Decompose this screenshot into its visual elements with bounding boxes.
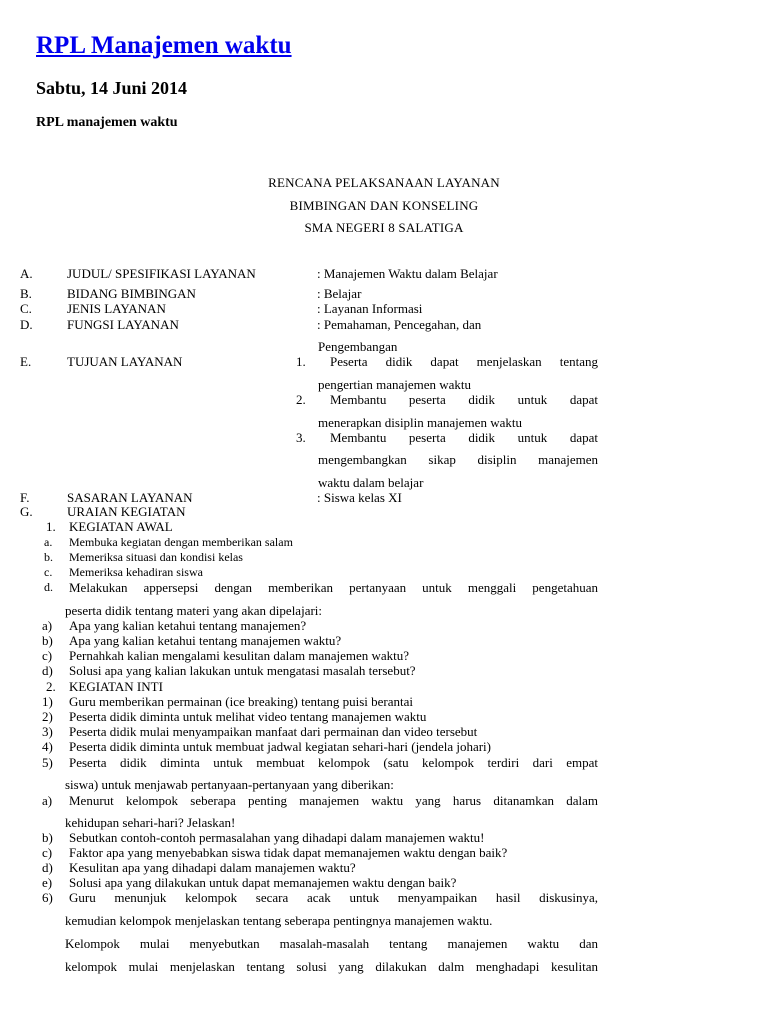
inti-item-6-text-2: kemudian kelompok menjelaskan tentang seberapa pentingnya manajemen waktu. [65,913,493,928]
awal-item-a-text: Membuka kegiatan dengan memberikan salam [69,535,293,549]
post-subtitle: RPL manajemen waktu [36,115,178,130]
page-title-link[interactable]: RPL Manajemen waktu [36,32,292,59]
field-label-tujuan: TUJUAN LAYANAN [67,354,183,369]
field-value-fungsi: : Pemahaman, Pencegahan, dan [317,317,482,332]
tujuan-item-3-line-2: mengembangkan sikap disiplin manajemen [318,452,598,467]
tujuan-item-1-num: 1. [296,354,306,369]
awal-item-b-marker: b. [44,550,53,564]
field-letter-d: D. [20,317,33,332]
field-label-jenis: JENIS LAYANAN [67,301,166,316]
inti-item-6-text: Guru menunjuk kelompok secara acak untuk menyampaikan hasil diskusinya, [69,890,598,905]
field-value-jenis: : Layanan Informasi [317,301,423,316]
awal-item-d-text-cont: peserta didik tentang materi yang akan dipelajari: [65,603,323,618]
field-label-sasaran: SASARAN LAYANAN [67,490,193,505]
inti-item-6-text-4: kelompok mulai menjelaskan tentang solusi yang dilakukan dalm menghadapi kesulitan [65,959,598,974]
kegiatan-awal-title: KEGIATAN AWAL [69,519,173,534]
inti-item-1-text: Guru memberikan permainan (ice breaking) tentang puisi berantai [69,694,414,709]
inti-item-4-marker: 4) [42,739,53,754]
tujuan-item-2-line-2: menerapkan disiplin manajemen waktu [318,415,522,430]
awal-question-b-text: Apa yang kalian ketahui tentang manajemen waktu? [69,633,342,648]
awal-question-a-text: Apa yang kalian ketahui tentang manajemen? [69,618,307,633]
awal-item-c-marker: c. [44,565,53,579]
awal-question-c-text: Pernahkah kalian mengalami kesulitan dalam manajemen waktu? [69,648,410,663]
tujuan-item-3-num: 3. [296,430,306,445]
inti-question-d-text: Kesulitan apa yang dihadapi dalam manajemen waktu? [69,860,356,875]
field-label-fungsi: FUNGSI LAYANAN [67,317,179,332]
tujuan-item-3-line-3: waktu dalam belajar [318,475,424,490]
inti-question-d-marker: d) [42,860,53,875]
field-letter-g: G. [20,504,33,519]
field-value-sasaran: : Siswa kelas XI [317,490,402,505]
tujuan-item-3-line-1: Membantu peserta didik untuk dapat [330,430,598,445]
inti-question-b-text: Sebutkan contoh-contoh permasalahan yang dihadapi dalam manajemen waktu! [69,830,485,845]
field-label-judul: JUDUL/ SPESIFIKASI LAYANAN [67,266,256,281]
field-letter-e: E. [20,354,32,369]
kegiatan-awal-num: 1. [46,519,56,534]
tujuan-item-1-line-2: pengertian manajemen waktu [318,377,472,392]
awal-question-c-marker: c) [42,648,53,663]
field-value-bidang: : Belajar [317,286,362,301]
inti-item-2-text: Peserta didik diminta untuk melihat video tentang manajemen waktu [69,709,427,724]
inti-item-1-marker: 1) [42,694,53,709]
field-letter-a: A. [20,266,33,281]
field-letter-c: C. [20,301,32,316]
awal-item-d-text: Melakukan appersepsi dengan memberikan pertanyaan untuk menggali pengetahuan [69,580,598,595]
post-date: Sabtu, 14 Juni 2014 [36,78,188,98]
field-label-bidang: BIDANG BIMBINGAN [67,286,196,301]
field-letter-b: B. [20,286,32,301]
heading-line-3: SMA NEGERI 8 SALATIGA [304,220,464,235]
awal-item-a-marker: a. [44,535,53,549]
inti-item-3-marker: 3) [42,724,53,739]
heading-line-1: RENCANA PELAKSANAAN LAYANAN [268,175,500,190]
inti-item-2-marker: 2) [42,709,53,724]
kegiatan-inti-num: 2. [46,679,56,694]
inti-item-5-text: Peserta didik diminta untuk membuat kelompok (satu kelompok terdiri dari empat [69,755,598,770]
tujuan-item-2-num: 2. [296,392,306,407]
inti-question-b-marker: b) [42,830,53,845]
inti-item-6-marker: 6) [42,890,53,905]
field-value-fungsi-cont: Pengembangan [318,339,398,354]
kegiatan-inti-title: KEGIATAN INTI [69,679,163,694]
inti-question-a-text-cont: kehidupan sehari-hari? Jelaskan! [65,815,236,830]
tujuan-item-2-line-1: Membantu peserta didik untuk dapat [330,392,598,407]
heading-line-2: BIMBINGAN DAN KONSELING [289,198,479,213]
awal-item-c-text: Memeriksa kehadiran siswa [69,565,203,579]
awal-question-d-marker: d) [42,663,53,678]
awal-question-b-marker: b) [42,633,53,648]
inti-question-e-text: Solusi apa yang dilakukan untuk dapat memanajemen waktu dengan baik? [69,875,457,890]
awal-item-b-text: Memeriksa situasi dan kondisi kelas [69,550,243,564]
awal-item-d-marker: d. [44,580,53,594]
inti-item-3-text: Peserta didik mulai menyampaikan manfaat dari permainan dan video tersebut [69,724,478,739]
inti-item-5-marker: 5) [42,755,53,770]
awal-question-a-marker: a) [42,618,53,633]
tujuan-item-1-line-1: Peserta didik dapat menjelaskan tentang [330,354,598,369]
inti-item-5-text-cont: siswa) untuk menjawab pertanyaan-pertanyaan yang diberikan: [65,777,394,792]
inti-question-a-marker: a) [42,793,53,808]
field-letter-f: F. [20,490,30,505]
inti-question-a-text: Menurut kelompok seberapa penting manajemen waktu yang harus ditanamkan dalam [69,793,598,808]
field-value-judul: : Manajemen Waktu dalam Belajar [317,266,498,281]
awal-question-d-text: Solusi apa yang kalian lakukan untuk mengatasi masalah tersebut? [69,663,416,678]
inti-item-4-text: Peserta didik diminta untuk membuat jadwal kegiatan sehari-hari (jendela johari) [69,739,491,754]
inti-item-6-text-3: Kelompok mulai menyebutkan masalah-masalah tentang manajemen waktu dan [65,936,598,951]
inti-question-e-marker: e) [42,875,53,890]
field-label-uraian: URAIAN KEGIATAN [67,504,186,519]
inti-question-c-marker: c) [42,845,53,860]
inti-question-c-text: Faktor apa yang menyebabkan siswa tidak dapat memanajemen waktu dengan baik? [69,845,508,860]
